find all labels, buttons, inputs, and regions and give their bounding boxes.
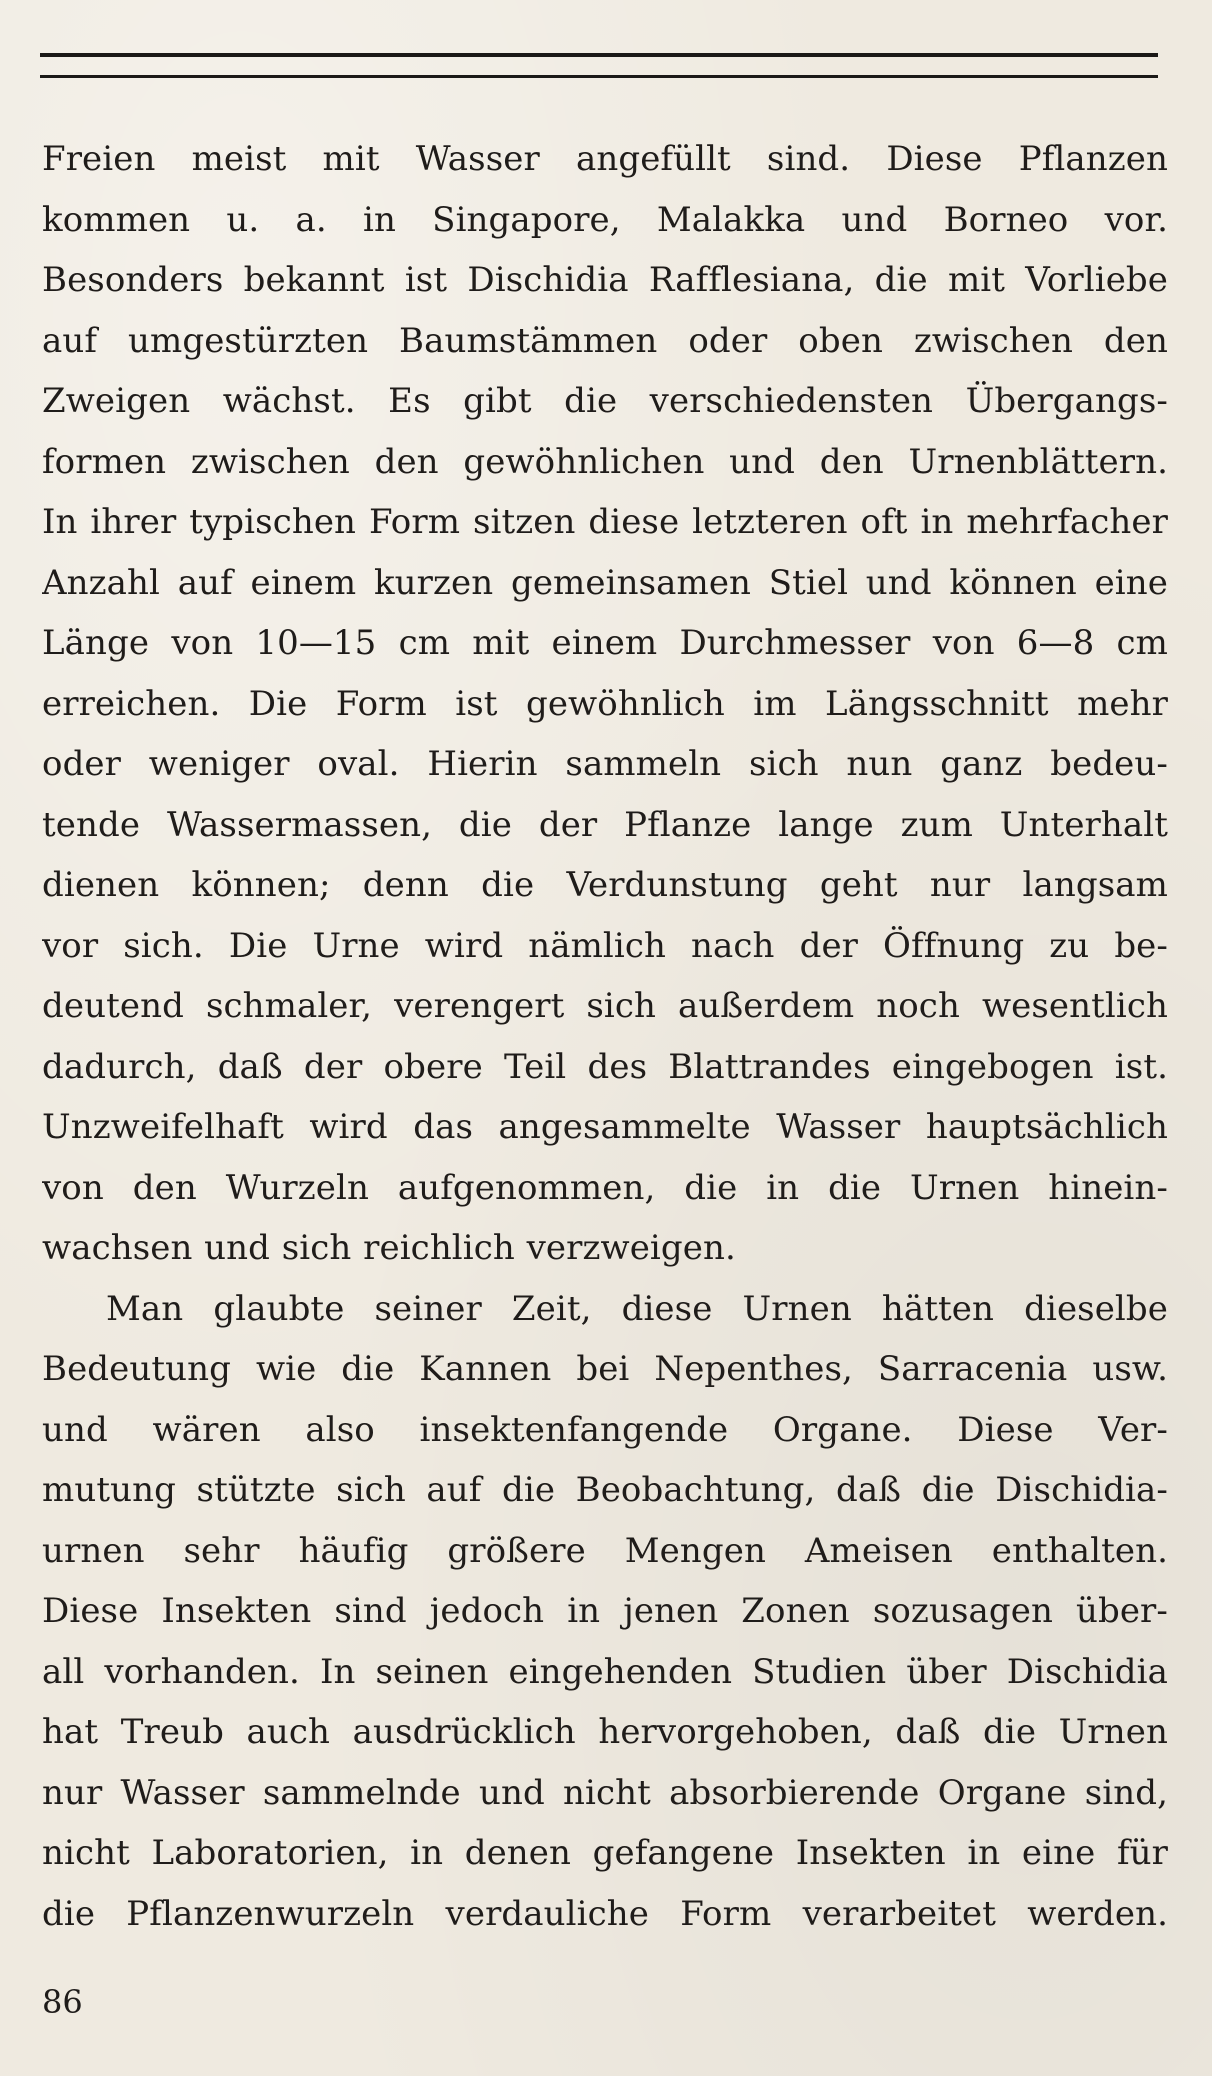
text-line: Länge von 10—15 cm mit einem Durchmesser von 6—8 cm	[42, 623, 1168, 663]
text-line: wachsen und sich reichlich verzweigen.	[42, 1228, 736, 1268]
text-line: dadurch, daß der obere Teil des Blattrandes eingebogen ist.	[42, 1046, 1168, 1087]
text-line: tende Wassermassen, die der Pflanze lange zum Unterhalt	[42, 804, 1168, 845]
text-line: deutend schmaler, verengert sich außerdem noch wesentlich	[42, 986, 1168, 1026]
text-line: mutung stützte sich auf die Beobachtung, daß die Dischidia-	[42, 1470, 1168, 1510]
text-line: Unzweifelhaft wird das angesammelte Wasser hauptsächlich	[42, 1107, 1168, 1147]
text-line: Bedeutung wie die Kannen bei Nepenthes, Sarracenia usw.	[42, 1349, 1168, 1389]
text-line: Zweigen wächst. Es gibt die verschiedensten Übergangs-	[42, 381, 1168, 421]
text-line: formen zwischen den gewöhnlichen und den Urnenblättern.	[42, 441, 1168, 482]
text-line: all vorhanden. In seinen eingehenden Studien über Dischidia	[42, 1651, 1168, 1692]
text-line: Freien meist mit Wasser angefüllt sind. Diese Pflanzen	[42, 139, 1168, 179]
text-line: hat Treub auch ausdrücklich hervorgehoben, daß die Urnen	[42, 1712, 1168, 1752]
body-text	[42, 129, 1168, 1944]
text-line: nur Wasser sammelnde und nicht absorbierende Organe sind,	[42, 1772, 1168, 1813]
text-line: auf umgestürzten Baumstämmen oder oben zwischen den	[42, 320, 1168, 361]
text-line: dienen können; denn die Verdunstung geht nur langsam	[42, 865, 1168, 905]
text-line: In ihrer typischen Form sitzen diese letzteren oft in mehrfacher	[42, 502, 1168, 542]
text-line: nicht Laboratorien, in denen gefangene Insekten in eine für	[42, 1833, 1168, 1873]
paragraph-2	[42, 1279, 1168, 1945]
text-line: Anzahl auf einem kurzen gemeinsamen Stiel und können eine	[42, 562, 1168, 603]
text-line: Man glaubte seiner Zeit, diese Urnen hätten dieselbe	[106, 1288, 1168, 1329]
page-number: 86	[42, 1983, 83, 2021]
text-line: oder weniger oval. Hierin sammeln sich nun ganz bedeu-	[42, 744, 1168, 784]
header-rule-top	[40, 53, 1158, 57]
text-line: und wären also insektenfangende Organe. Diese Ver-	[42, 1409, 1168, 1450]
paragraph-1	[42, 129, 1168, 1279]
header-rule-bottom	[40, 75, 1158, 78]
text-line: die Pflanzenwurzeln verdauliche Form verarbeitet werden.	[42, 1893, 1168, 1934]
text-line: erreichen. Die Form ist gewöhnlich im Längsschnitt mehr	[42, 683, 1168, 724]
text-line: Besonders bekannt ist Dischidia Rafflesiana, die mit Vorliebe	[42, 260, 1168, 300]
text-line: urnen sehr häufig größere Mengen Ameisen enthalten.	[42, 1530, 1168, 1571]
text-line: von den Wurzeln aufgenommen, die in die Urnen hinein-	[42, 1167, 1168, 1208]
text-line: vor sich. Die Urne wird nämlich nach der Öffnung zu be-	[42, 925, 1168, 966]
text-line: kommen u. a. in Singapore, Malakka und Borneo vor.	[42, 199, 1168, 240]
text-line: Diese Insekten sind jedoch in jenen Zonen sozusagen über-	[42, 1591, 1168, 1631]
